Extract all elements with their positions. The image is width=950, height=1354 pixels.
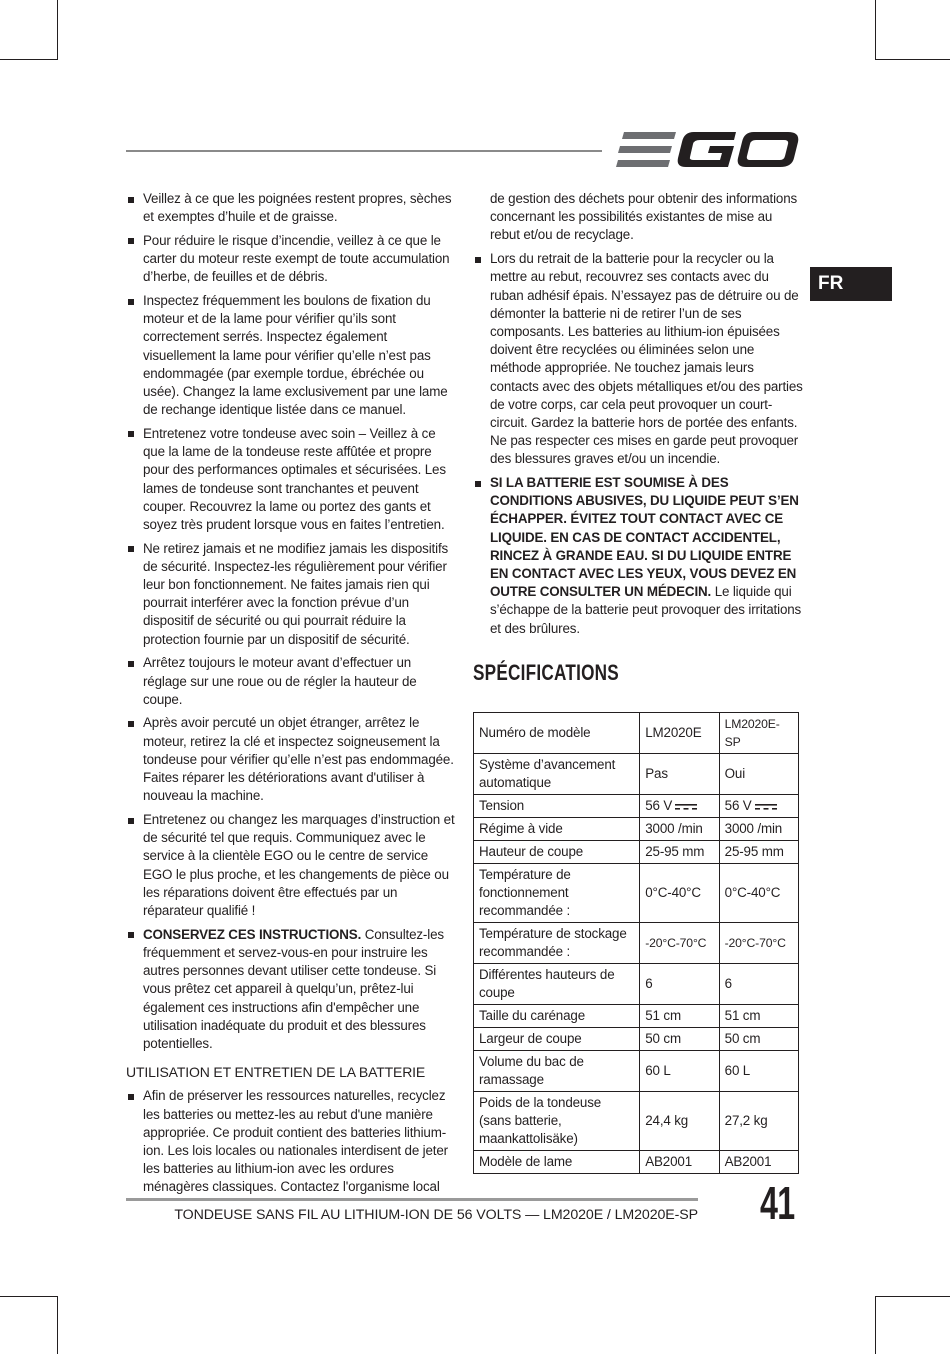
table-cell: Température de fonctionnement recommandée : [474, 864, 640, 923]
language-tab: FR [810, 267, 892, 301]
table-row [474, 795, 799, 818]
crop-mark [875, 1296, 876, 1354]
list-item: Après avoir percuté un objet étranger, arrêtez le moteur, retirez la clé et inspectez soigneusement la tondeuse pour vérifier qu’elle n’est pas endommagée. Faites réparer les détériorations avant d'utiliser à nouveau la machine. [126, 714, 458, 805]
table-cell: Différentes hauteurs de coupe [474, 964, 640, 1005]
crop-mark [875, 0, 876, 60]
safety-list [126, 190, 458, 1053]
ego-logo [616, 130, 800, 170]
crop-mark [875, 59, 950, 60]
conserve-bold: CONSERVEZ CES INSTRUCTIONS. [143, 926, 362, 942]
list-item: Arrêtez toujours le moteur avant d’effectuer un réglage sur une roue ou de régler la hauteur de coupe. [126, 654, 458, 709]
table-row [474, 1151, 799, 1174]
table-row [474, 754, 799, 795]
table-cell: 27,2 kg [719, 1092, 798, 1151]
table-cell: 24,4 kg [640, 1092, 719, 1151]
table-row [474, 841, 799, 864]
list-item: Entretenez votre tondeuse avec soin – Veillez à ce que la lame de la tondeuse reste affûtée et propre pour des performances optimales et sécurisées. Les lames de tondeuse sont tranchantes et peuvent couper. Recouvrez la lame ou portez des gants et soyez très prudent lorsque vous en faites l’entretien. [126, 425, 458, 534]
table-cell: 60 L [640, 1051, 719, 1092]
table-cell: Hauteur de coupe [474, 841, 640, 864]
footer-title: TONDEUSE SANS FIL AU LITHIUM-ION DE 56 VOLTS — LM2020E / LM2020E-SP [174, 1207, 698, 1223]
section-title: SPÉCIFICATIONS [473, 659, 619, 685]
table-row [474, 964, 799, 1005]
table-cell: LM2020E [640, 713, 719, 754]
list-item [126, 926, 458, 1053]
battery-heading: UTILISATION ET ENTRETIEN DE LA BATTERIE [126, 1064, 426, 1081]
dc-symbol-icon [675, 803, 697, 811]
table-cell: 25-95 mm [640, 841, 719, 864]
table-row [474, 1092, 799, 1151]
table-row [474, 864, 799, 923]
table-cell: AB2001 [719, 1151, 798, 1174]
table-cell: 50 cm [640, 1028, 719, 1051]
list-item: Ne retirez jamais et ne modifiez jamais les dispositifs de sécurité. Inspectez-les régulièrement pour vérifier leur bon fonctionnement. Ne faites jamais rien qui pourrait interférer avec la fonction prévue d’un dispositif de sécurité ou qui pourrait réduire la protection fournie par un dispositif de sécurité. [126, 540, 458, 649]
table-row [474, 1005, 799, 1028]
table-cell: 25-95 mm [719, 841, 798, 864]
voltage-value: 56 V [645, 798, 673, 814]
table-cell: 6 [719, 964, 798, 1005]
warning-text: Le liquide qui s’échappe de la batterie peut provoquer des irritations et des brûlures. [490, 584, 802, 636]
table-cell: Modèle de lame [474, 1151, 640, 1174]
table-row [474, 818, 799, 841]
crop-mark [57, 0, 58, 60]
page-number: 41 [760, 1177, 795, 1229]
table-cell: 6 [640, 964, 719, 1005]
table-cell: 51 cm [640, 1005, 719, 1028]
table-cell [640, 795, 719, 818]
table-cell: Oui [719, 754, 798, 795]
table-cell: Température de stockage recommandée : [474, 923, 640, 964]
table-cell: Taille du carénage [474, 1005, 640, 1028]
header-rule [126, 150, 602, 152]
list-item: Veillez à ce que les poignées restent propres, sèches et exemptes d’huile et de graisse. [126, 190, 458, 226]
table-row [474, 923, 799, 964]
table-row [474, 1028, 799, 1051]
table-row [474, 713, 799, 754]
table-cell: AB2001 [640, 1151, 719, 1174]
list-item: Inspectez fréquemment les boulons de fixation du moteur et de la lame pour vérifier qu’ils sont correctement serrés. Inspectez également visuellement la lame pour vérifier qu’elle n’est pas endommagée (par exemple tordue, ébréchée ou usée). Changez la lame exclusivement par une lame de rechange identique listée dans ce manuel. [126, 292, 458, 419]
table-cell: Système d’avancement automatique [474, 754, 640, 795]
crop-mark [57, 1296, 58, 1354]
table-cell: Pas [640, 754, 719, 795]
right-column [473, 190, 803, 1174]
conserve-text: Consultez-les fréquemment et servez-vous-en pour instruire les autres personnes devant utiliser cette tondeuse. Si vous prêtez cet appareil à quelqu’un, prêtez-lui également ces instructions afin d'empêcher une utilisation inadéquate du produit et des blessures potentielles. [143, 926, 444, 1051]
table-cell: Poids de la tondeuse (sans batterie, maankattolisäke) [474, 1092, 640, 1151]
table-cell: 3000 /min [719, 818, 798, 841]
battery-list-continued [473, 250, 803, 638]
table-cell: 0°C-40°C [719, 864, 798, 923]
table-cell: 50 cm [719, 1028, 798, 1051]
footer-rule [126, 1198, 698, 1201]
table-cell [719, 795, 798, 818]
table-cell: -20°C-70°C [719, 923, 798, 964]
table-cell: LM2020E-SP [719, 713, 798, 754]
list-item: Entretenez ou changez les marquages d’instruction et de sécurité tel que requis. Communiquez avec le service à la clientèle EGO ou le centre de service EGO le plus proche, et les changements de pièce ou les réparations doivent être effectués par un réparateur qualifié ! [126, 811, 458, 920]
table-cell: Régime à vide [474, 818, 640, 841]
table-cell: 3000 /min [640, 818, 719, 841]
list-item [473, 474, 803, 638]
table-cell: 60 L [719, 1051, 798, 1092]
list-item: Lors du retrait de la batterie pour la recycler ou la mettre au rebut, recouvrez ses contacts avec du ruban adhésif épais. N’essayez pas de détruire ou de démonter la batterie ni de retirer l’un de ses composants. Les batteries au lithium-ion épuisées doivent être recyclées ou éliminées selon une méthode appropriée. Ne touchez jamais leurs contacts avec des objets métalliques et/ou des parties de votre corps, car cela peut provoquer un court-circuit. Gardez la batterie hors de portée des enfants. Ne pas respecter ces mises en garde peut provoquer des blessures graves et/ou un incendie. [473, 250, 803, 468]
table-cell: Volume du bac de ramassage [474, 1051, 640, 1092]
table-cell: Numéro de modèle [474, 713, 640, 754]
table-cell: 51 cm [719, 1005, 798, 1028]
voltage-value: 56 V [724, 798, 752, 814]
table-cell: Largeur de coupe [474, 1028, 640, 1051]
battery-list [126, 1087, 458, 1196]
spec-table [473, 712, 799, 1174]
list-item-continuation: de gestion des déchets pour obtenir des informations concernant les possibilités existantes de mise au rebut et/ou de recyclage. [490, 191, 798, 243]
crop-mark [0, 59, 58, 60]
list-item: Pour réduire le risque d’incendie, veillez à ce que le carter du moteur reste exempt de toute accumulation d’herbe, de feuilles et de débris. [126, 232, 458, 287]
table-cell: -20°C-70°C [640, 923, 719, 964]
table-cell: 0°C-40°C [640, 864, 719, 923]
dc-symbol-icon [755, 803, 777, 811]
table-row [474, 1051, 799, 1092]
warning-bold: SI LA BATTERIE EST SOUMISE À DES CONDITIONS ABUSIVES, DU LIQUIDE PEUT S’EN ÉCHAPPER. ÉVITEZ TOUT CONTACT AVEC CE LIQUIDE. EN CAS DE CONTACT ACCIDENTEL, RINCEZ À GRANDE EAU. SI DU LIQUIDE ENTRE EN CONTACT AVEC LES YEUX, VOUS DEVEZ EN OUTRE CONSULTER UN MÉDECIN. [490, 475, 799, 600]
crop-mark [875, 1296, 950, 1297]
crop-mark [0, 1296, 58, 1297]
list-item: Afin de préserver les ressources naturelles, recyclez les batteries ou mettez-les au rebut d'une manière appropriée. Ce produit contient des batteries lithium-ion. Les lois locales ou nationales interdisent de jeter les batteries au lithium-ion avec les ordures ménagères classiques. Contactez l'organisme local [126, 1087, 458, 1196]
left-column [126, 190, 458, 1202]
table-cell: Tension [474, 795, 640, 818]
